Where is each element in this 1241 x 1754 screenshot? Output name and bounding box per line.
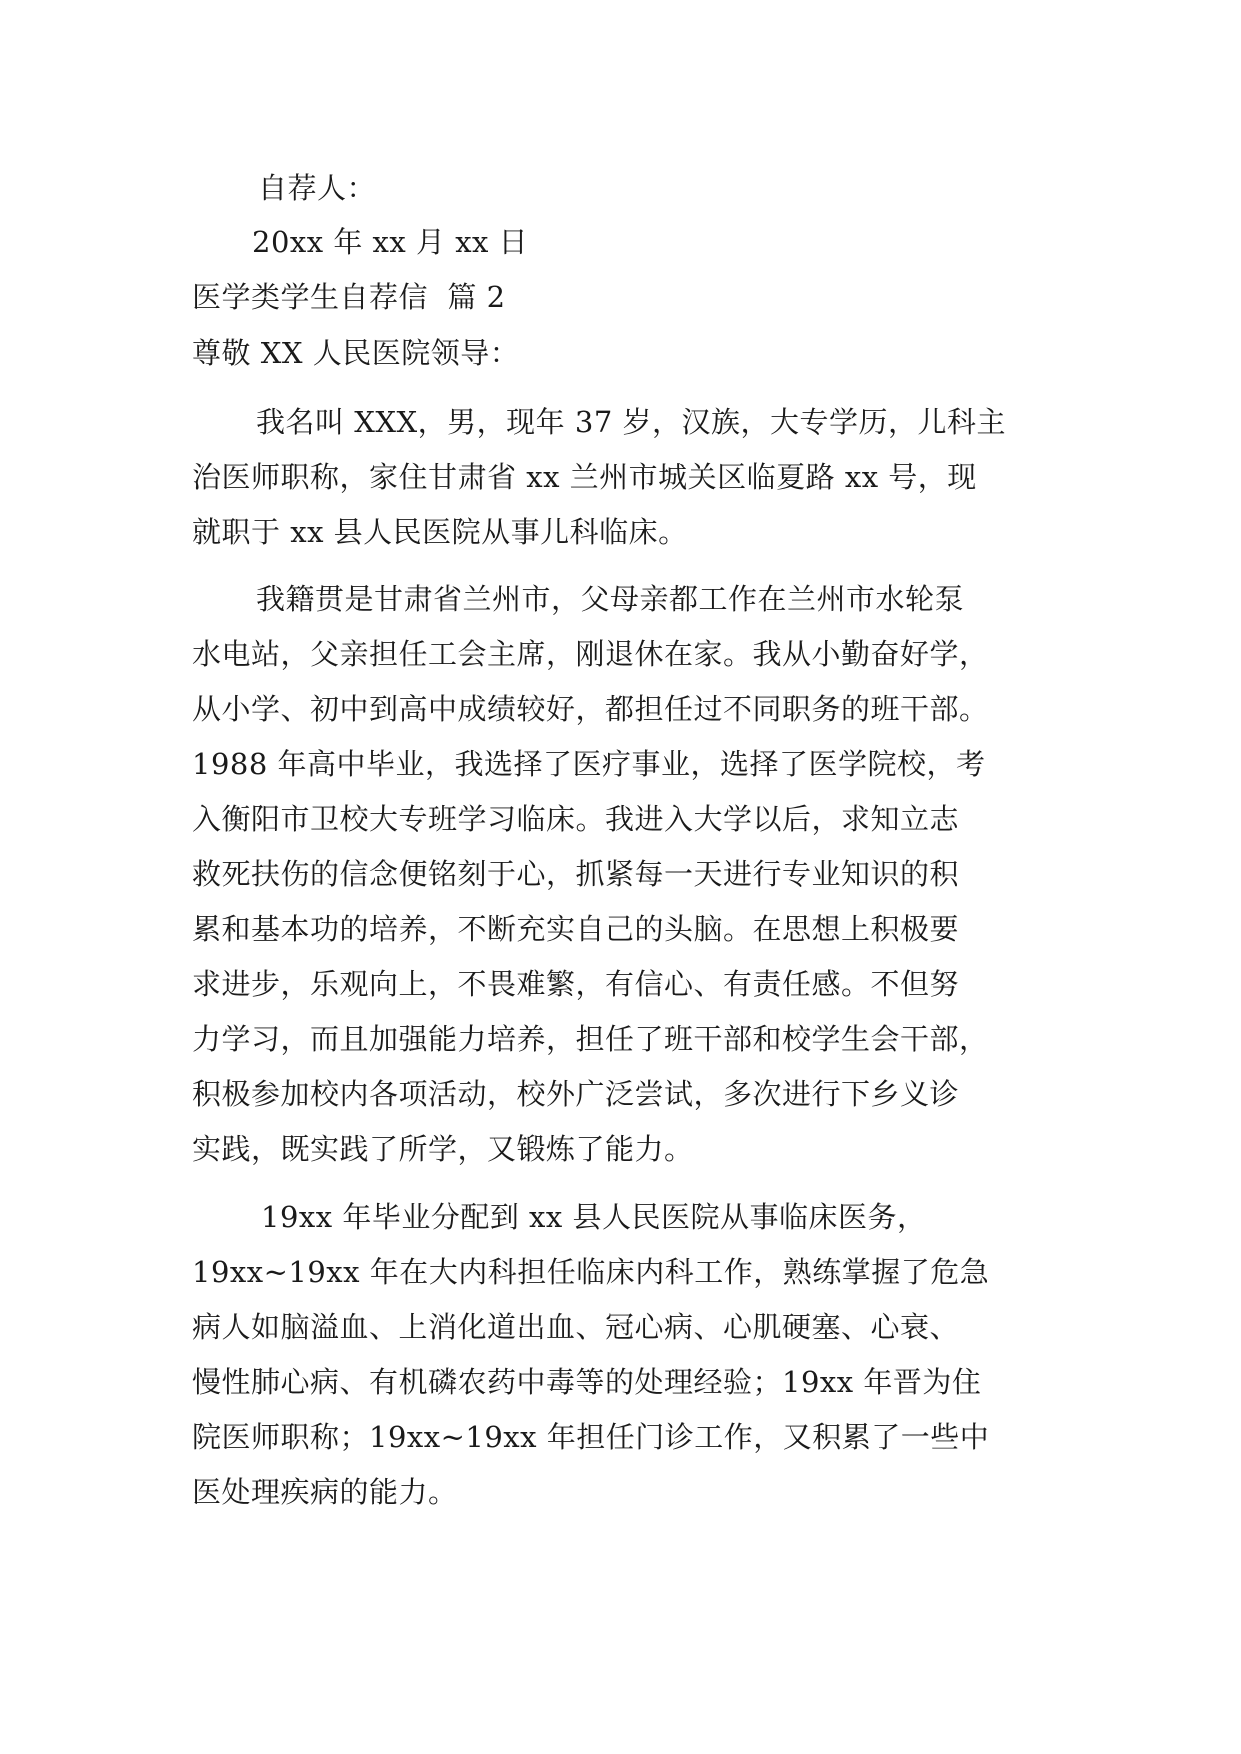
paragraph-line: 积极参加校内各项活动，校外广泛尝试，多次进行下乡义诊: [192, 1077, 960, 1111]
section-title: 医学类学生自荐信 篇 2: [192, 280, 506, 314]
paragraph-line: 累和基本功的培养，不断充实自己的头脑。在思想上积极要: [192, 912, 960, 946]
paragraph-line: 实践，既实践了所学，又锻炼了能力。: [192, 1132, 694, 1166]
paragraph-line: 病人如脑溢血、上消化道出血、冠心病、心肌硬塞、心衰、: [192, 1310, 960, 1344]
paragraph-line: 就职于 xx 县人民医院从事儿科临床。: [192, 515, 688, 549]
paragraph-line: 19xx 年毕业分配到 xx 县人民医院从事临床医务，: [261, 1200, 927, 1234]
paragraph-line: 治医师职称，家住甘肃省 xx 兰州市城关区临夏路 xx 号，现: [192, 460, 977, 494]
paragraph-line: 从小学、初中到高中成绩较好，都担任过不同职务的班干部。: [192, 692, 989, 726]
paragraph-line: 院医师职称；19xx~19xx 年担任门诊工作，又积累了一些中: [192, 1420, 990, 1454]
paragraph-line: 我名叫 XXX，男，现年 37 岁，汉族，大专学历，儿科主: [256, 405, 1006, 439]
paragraph-line: 水电站，父亲担任工会主席，刚退休在家。我从小勤奋好学，: [192, 637, 989, 671]
recommender-label: 自荐人：: [258, 171, 377, 205]
paragraph-line: 慢性肺心病、有机磷农药中毒等的处理经验；19xx 年晋为住: [192, 1365, 982, 1399]
paragraph-line: 入衡阳市卫校大专班学习临床。我进入大学以后，求知立志: [192, 802, 960, 836]
paragraph-line: 1988 年高中毕业，我选择了医疗事业，选择了医学院校，考: [192, 747, 986, 781]
paragraph-line: 医处理疾病的能力。: [192, 1475, 458, 1509]
salutation: 尊敬 XX 人民医院领导：: [192, 336, 520, 370]
paragraph-line: 救死扶伤的信念便铭刻于心，抓紧每一天进行专业知识的积: [192, 857, 960, 891]
signature-date: 20xx 年 xx 月 xx 日: [252, 225, 529, 259]
paragraph-line: 19xx~19xx 年在大内科担任临床内科工作，熟练掌握了危急: [192, 1255, 990, 1289]
paragraph-line: 力学习，而且加强能力培养，担任了班干部和校学生会干部，: [192, 1022, 989, 1056]
paragraph-line: 我籍贯是甘肃省兰州市，父母亲都工作在兰州市水轮泵: [256, 582, 965, 616]
paragraph-line: 求进步，乐观向上，不畏难繁，有信心、有责任感。不但努: [192, 967, 960, 1001]
